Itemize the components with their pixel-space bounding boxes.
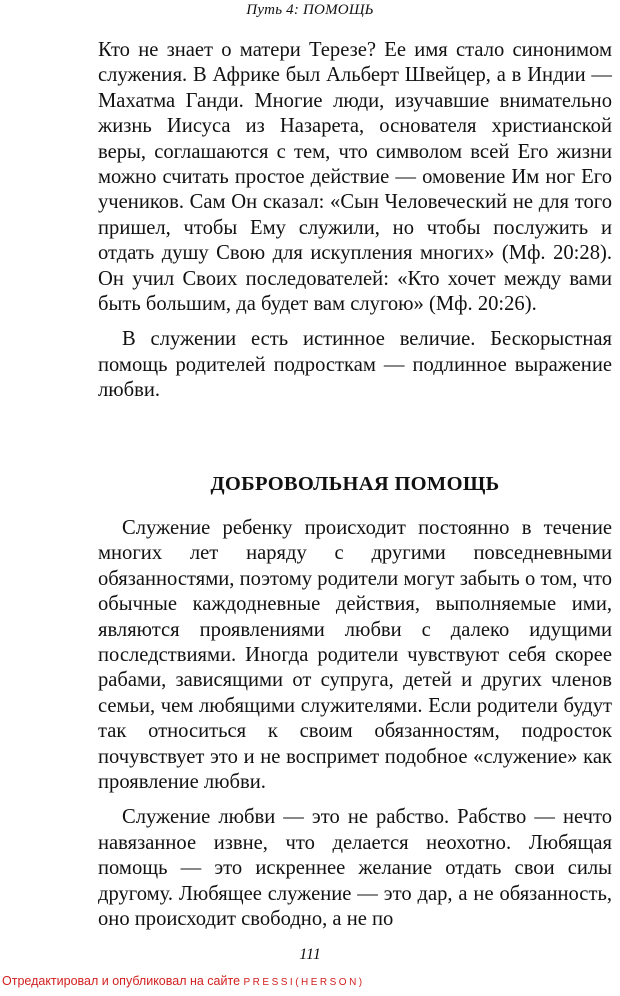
paragraph: Кто не знает о матери Терезе? Ее имя стало синонимом служения. В Африке был Альберт Швейцер, а в Индии — Махатма Ганди. Многие люди, изучавшие внимательно жизнь Иисуса из Назарета, основателя христианской веры, соглашаются с тем, что символом всей Его жизни можно считать простое действие — омовение Им ног Его учеников. Сам Он сказал: «Сын Человеческий не для того пришел, чтобы Ему служили, но чтобы послужить и отдать душу Свою для искупления многих» (Мф. 20:28). Он учил Своих последователей: «Кто хочет между вами быть большим, да будет вам слугою» (Мф. 20:26). — [98, 39, 612, 316]
paragraph: Служение любви — это не рабство. Рабство — нечто навязанное извне, что делается неохотно. Любящая помощь — это искреннее желание отдать свои силы другому. Любящее служение — это дар, а не обязанность, оно происходит свободно, а не по — [98, 806, 612, 931]
footer-text: Отредактировал и опубликовал на сайте — [2, 974, 241, 988]
text-block-section — [98, 516, 612, 933]
section-heading: ДОБРОВОЛЬНАЯ ПОМОЩЬ — [210, 473, 500, 495]
page-number: 111 — [299, 946, 321, 963]
running-head: Путь 4: ПОМОЩЬ — [246, 2, 374, 18]
footer-watermark — [2, 974, 365, 988]
paragraph: В служении есть истинное величие. Бескорыстная помощь родителей подросткам — подлинное выражение любви. — [98, 328, 612, 402]
footer-site: PRESSI(HERSON) — [243, 977, 365, 988]
paragraph: Служение ребенку происходит постоянно в течение многих лет наряду с другими повседневными обязанностями, поэтому родители могут забыть о том, что обычные каждодневные действия, выполняемые ими, являются проявлениями любви с далеко идущими последствиями. Иногда родители чувствуют себя скорее рабами, зависящими от супруга, детей и других членов семьи, чем любящими служителями. Если родители будут так относиться к своим обязанностям, подросток почувствует это и не воспримет подобное «служение» как проявление любви. — [98, 517, 612, 794]
text-block-intro — [98, 38, 612, 404]
